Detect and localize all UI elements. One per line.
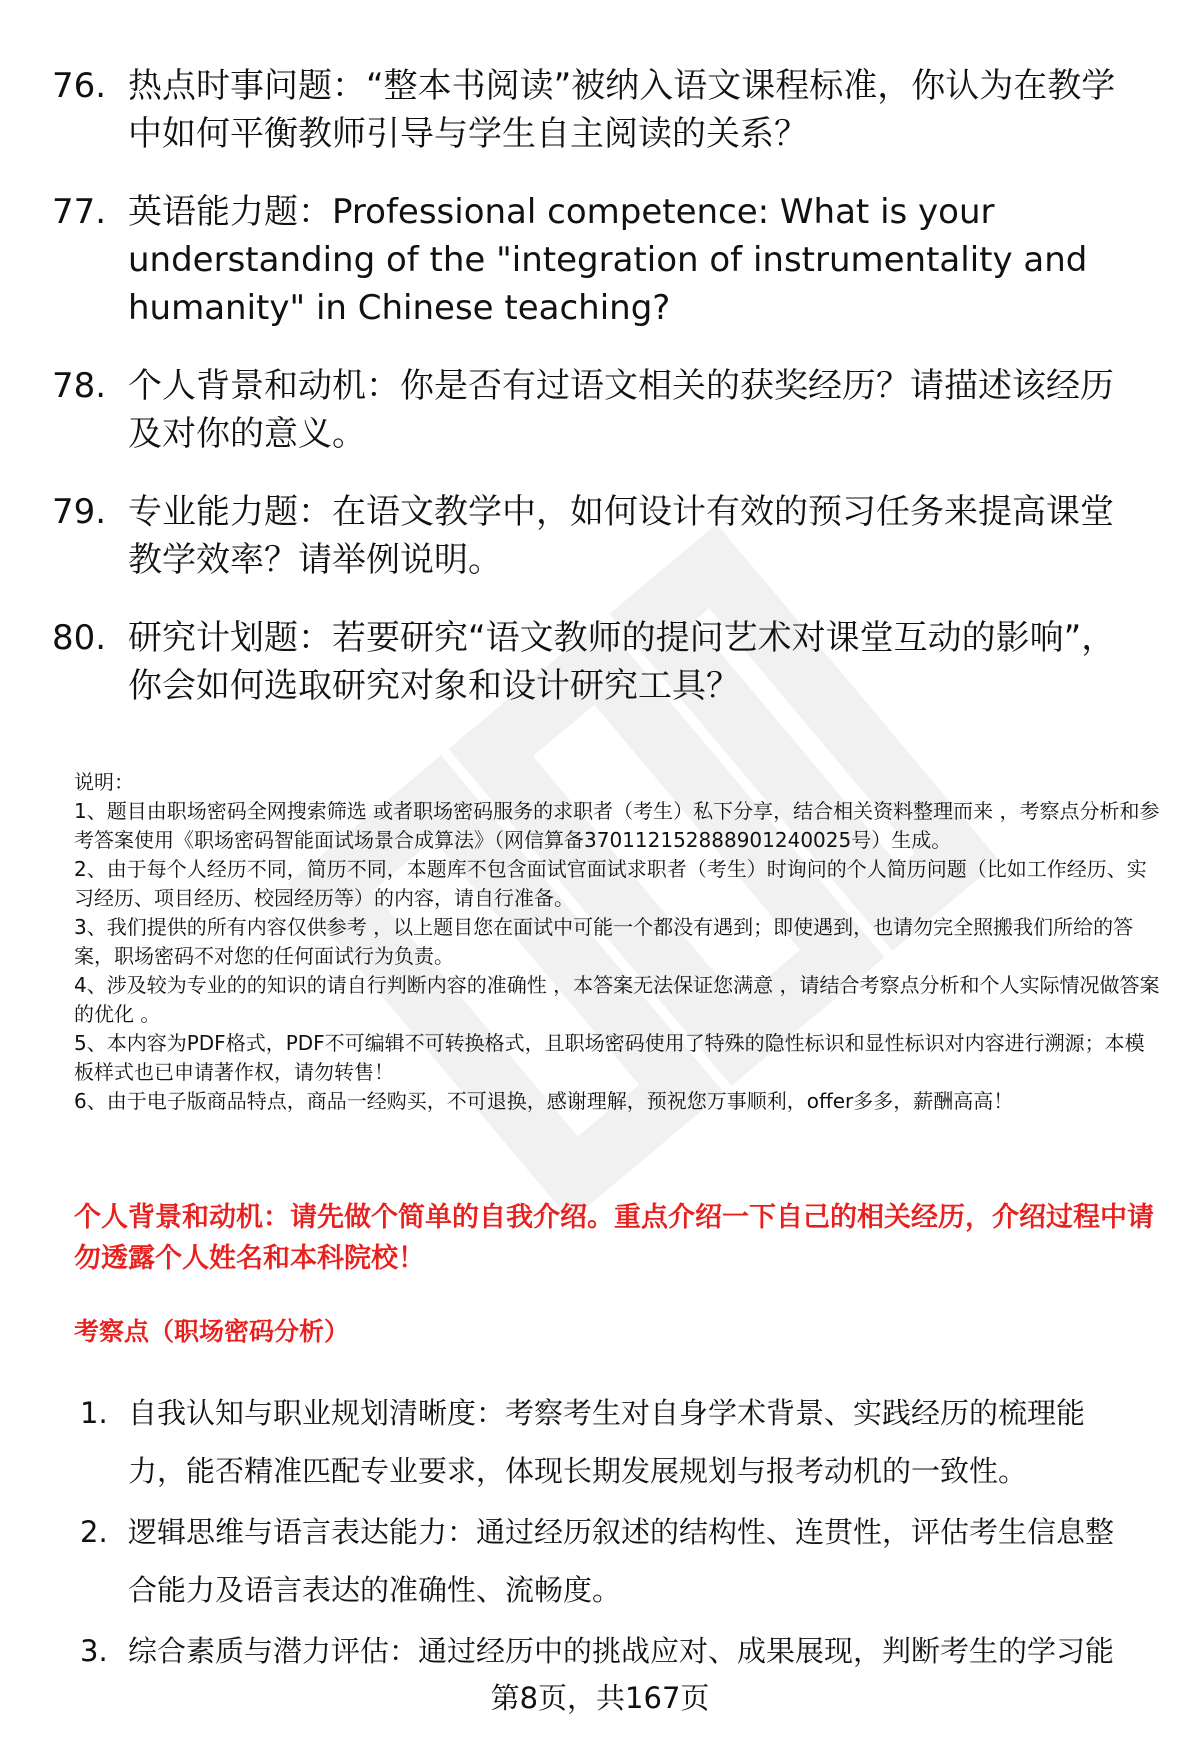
point-text: 综合素质与潜力评估：通过经历中的挑战应对、成果展现，判断考生的学习能 — [128, 1634, 1115, 1668]
question-number: 76. — [52, 66, 107, 106]
question-item — [52, 362, 1152, 458]
note-item: 4、涉及较为专业的的知识的请自行判断内容的准确性 ，本答案无法保证您满意 ，请结合考察点分析和个人实际情况做答案的优化 。 — [74, 973, 1160, 1026]
note-item: 1、题目由职场密码全网搜索筛选 或者职场密码服务的求职者（考生）私下分享，结合相关资料整理而来 ，考察点分析和参考答案使用《职场密码智能面试场景合成算法》（网信算备370112152888901240025号）生成。 — [74, 799, 1160, 852]
analysis-point — [80, 1384, 1160, 1500]
page-footer: 第8页，共167页 — [490, 1681, 710, 1715]
section-title: 个人背景和动机：请先做个简单的自我介绍。重点介绍一下自己的相关经历，介绍过程中请勿透露个人姓名和本科院校！ — [74, 1202, 1154, 1274]
question-item — [52, 188, 1152, 332]
question-number: 78. — [52, 366, 107, 406]
point-text: 自我认知与职业规划清晰度：考察考生对自身学术背景、实践经历的梳理能力，能否精准匹配专业要求，体现长期发展规划与报考动机的一致性。 — [128, 1396, 1086, 1488]
question-text: 英语能力题：Professional competence: What is your understanding of the "integration of instrumentality and humanity" in Chinese teaching? — [128, 192, 1088, 328]
question-item — [52, 614, 1152, 710]
notes-heading: 说明： — [74, 770, 134, 794]
point-text: 逻辑思维与语言表达能力：通过经历叙述的结构性、连贯性，评估考生信息整合能力及语言表达的准确性、流畅度。 — [128, 1515, 1115, 1607]
question-item — [52, 488, 1152, 584]
point-number: 2. — [80, 1515, 108, 1549]
point-number: 3. — [80, 1634, 108, 1668]
note-item: 2、由于每个人经历不同，简历不同，本题库不包含面试官面试求职者（考生）时询问的个人简历问题（比如工作经历、实习经历、项目经历、校园经历等）的内容，请自行准备。 — [74, 857, 1147, 910]
question-text: 个人背景和动机：你是否有过语文相关的获奖经历？请描述该经历及对你的意义。 — [128, 366, 1114, 454]
question-text: 研究计划题：若要研究“语文教师的提问艺术对课堂互动的影响”，你会如何选取研究对象和设计研究工具？ — [128, 618, 1116, 706]
note-item: 5、本内容为PDF格式，PDF不可编辑不可转换格式，且职场密码使用了特殊的隐性标识和显性标识对内容进行溯源；本模板样式也已申请著作权，请勿转售！ — [74, 1031, 1145, 1084]
question-text: 专业能力题：在语文教学中，如何设计有效的预习任务来提高课堂教学效率？请举例说明。 — [128, 492, 1114, 580]
note-item: 6、由于电子版商品特点，商品一经购买，不可退换，感谢理解，预祝您万事顺利，offer多多，薪酬高高！ — [74, 1089, 1014, 1113]
analysis-points — [80, 1384, 1160, 1683]
point-number: 1. — [80, 1396, 108, 1430]
notes-block — [74, 768, 1164, 1116]
section-subtitle: 考察点（职场密码分析） — [74, 1317, 350, 1346]
question-number: 77. — [52, 192, 107, 232]
note-item: 3、我们提供的所有内容仅供参考 ，以上题目您在面试中可能一个都没有遇到；即使遇到，也请勿完全照搬我们所给的答案，职场密码不对您的任何面试行为负责。 — [74, 915, 1134, 968]
question-item — [52, 62, 1152, 158]
analysis-point — [80, 1503, 1160, 1619]
analysis-point — [80, 1622, 1160, 1680]
question-number: 79. — [52, 492, 107, 532]
question-list — [52, 62, 1152, 740]
question-number: 80. — [52, 618, 107, 658]
question-text: 热点时事问题：“整本书阅读”被纳入语文课程标准，你认为在教学中如何平衡教师引导与学生自主阅读的关系？ — [128, 66, 1116, 154]
